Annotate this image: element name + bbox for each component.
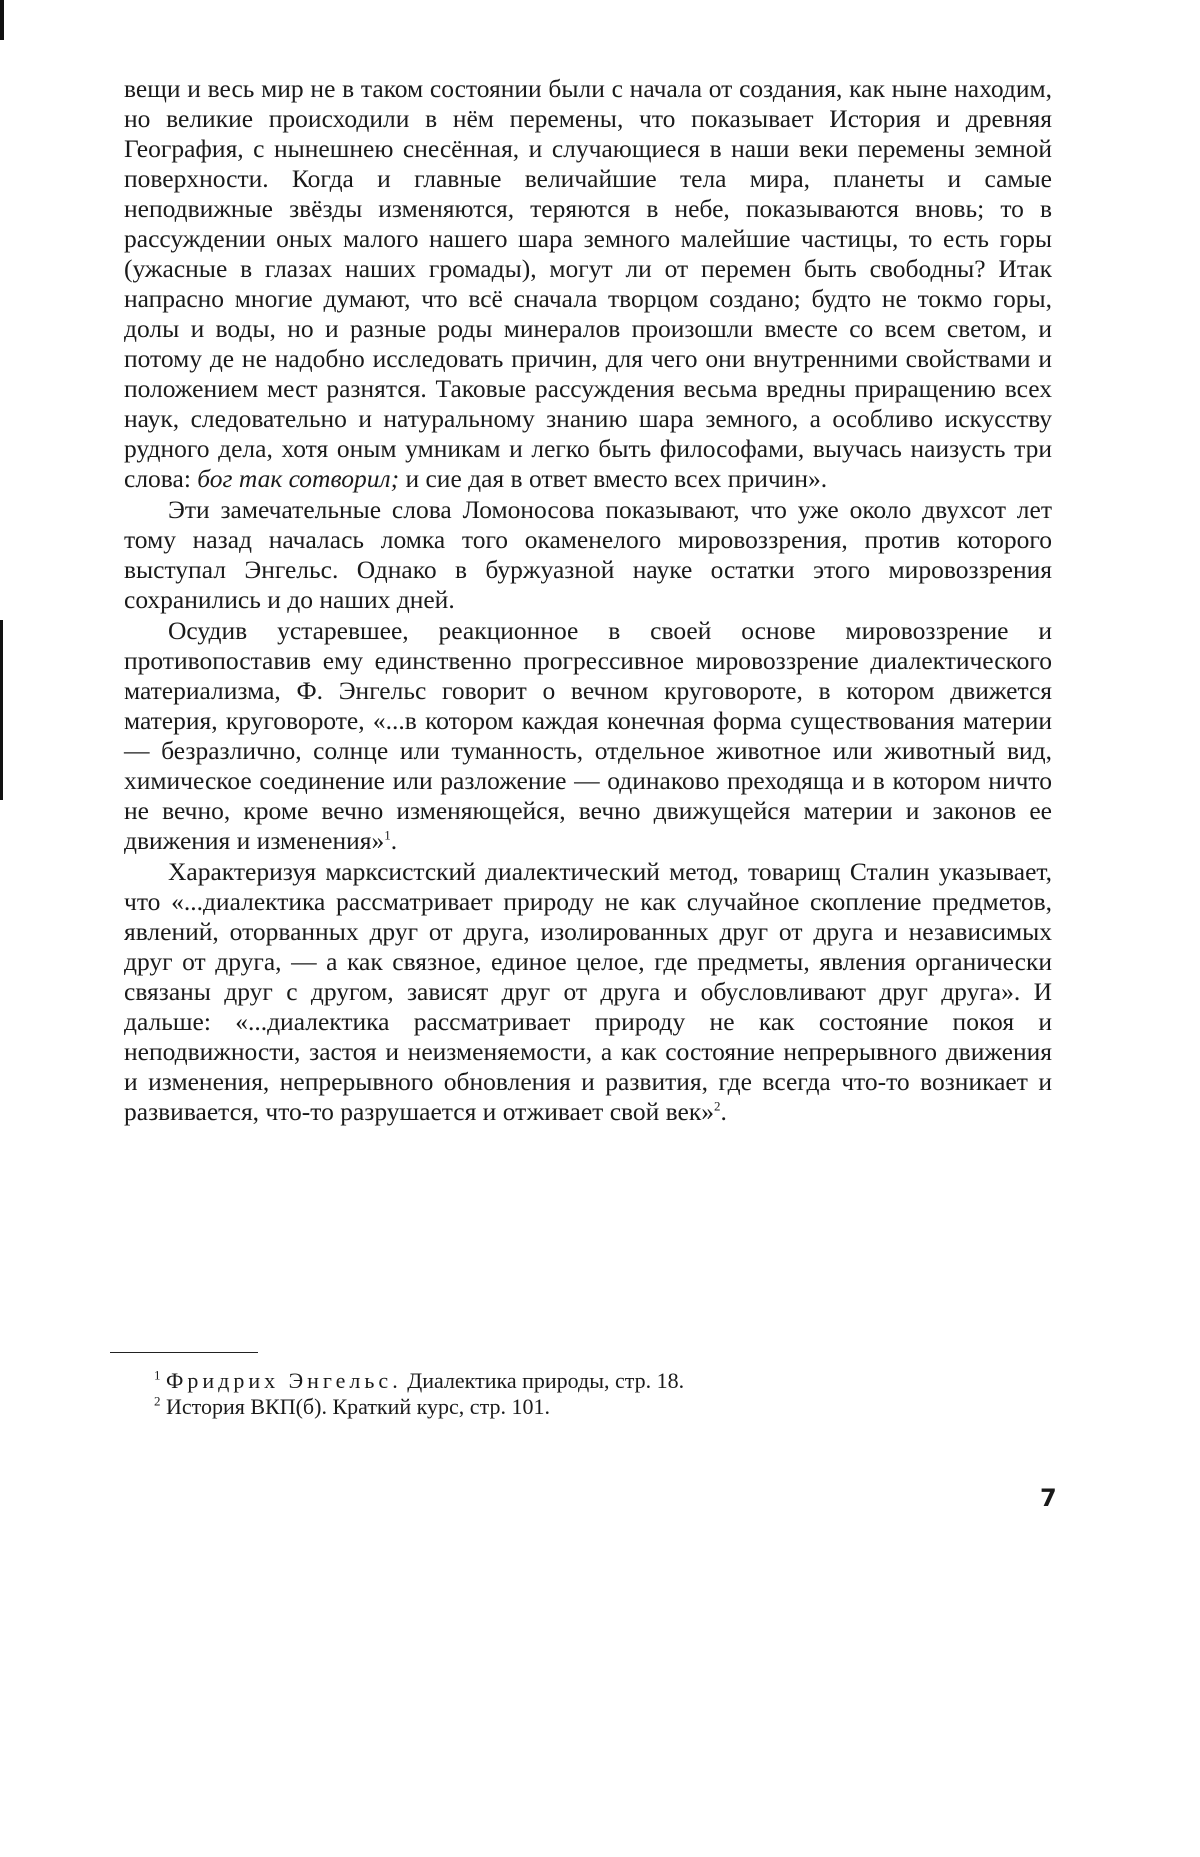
scan-edge-middle <box>0 620 3 800</box>
text-segment: . <box>390 826 398 855</box>
scan-edge-top <box>0 0 4 40</box>
footnote-text: Диалектика природы, стр. 18. <box>401 1368 685 1393</box>
text-segment: и сие дая в ответ вместо всех причин». <box>399 464 828 493</box>
footnote-2 <box>154 1394 1034 1420</box>
footnote-mark: 2 <box>154 1393 161 1409</box>
footnote-text: История ВКП(б). Краткий курс, стр. 101. <box>166 1394 550 1419</box>
footnote-ref: 2 <box>714 1098 721 1114</box>
footnote-author: Фридрих Энгельс. <box>166 1368 402 1393</box>
paragraph <box>124 857 1052 1127</box>
paragraph <box>124 616 1052 856</box>
text-segment: вещи и весь мир не в таком состоянии были с начала от создания, как ныне находим, но великие происходили в нём перемены, что показывает История и древняя География, с нынешнею снесённая, и случающиеся в наши веки перемены земной поверхности. Когда и главные величайшие тела мира, планеты и самые неподвижные звёзды изменяются, теряются в небе, показываются вновь; то в рассуждении оных малого нашего шара земного малейшие частицы, то есть горы (ужасные в глазах наших громады), могут ли от перемен быть свободны? Итак напрасно многие думают, что всё сначала творцом создано; будто не токмо горы, долы и воды, но и разные роды минералов произошли вместе со всем светом, и потому де не надобно исследовать причин, для чего они внутренними свойствами и положением мест разнятся. Таковые рассуждения весьма вредны приращению всех наук, следовательно и натуральному знанию шара земного, а особливо искусству рудного дела, хотя оным умникам и легко быть философами, выучась наизусть три слова: <box>124 74 1052 493</box>
text-segment: Осудив устаревшее, реакционное в своей основе мировоззрение и противопоставив ему единственно прогрессивное мировоззрение диалектического материализма, Ф. Энгельс говорит о вечном круговороте, в котором движется материя, круговороте, «...в котором каждая конечная форма существования материи — безразлично, солнце или туманность, отдельное животное или животный вид, химическое соединение или разложение — одинаково преходяща и в котором ничто не вечно, кроме вечно изменяющейся, вечно движущейся материи и законов ее движения и изменения» <box>124 616 1052 855</box>
footnote-ref: 1 <box>384 827 391 843</box>
footnote-mark: 1 <box>154 1367 161 1383</box>
text-segment: . <box>720 1097 727 1126</box>
emphasis-text: бог так сотворил; <box>197 464 400 493</box>
text-segment: Эти замечательные слова Ломоносова показывают, что уже около двухсот лет тому назад началась ломка того окаменелого мировоззрения, против которого выступал Энгельс. Однако в буржуазной науке остатки этого мировоззрения сохранились и до наших дней. <box>124 495 1052 614</box>
paragraph <box>124 495 1052 615</box>
footnote-separator <box>110 1352 258 1353</box>
footnotes <box>154 1368 1034 1420</box>
page-number: 7 <box>1040 1484 1057 1512</box>
footnote-1 <box>154 1368 1034 1394</box>
text-segment: Характеризуя марксистский диалектический метод, товарищ Сталин указывает, что «...диалектика рассматривает природу не как случайное скопление предметов, явлений, оторванных друг от друга, изолированных друг от друга и независимых друг от друга, — а как связное, единое целое, где предметы, явления органически связаны друг с другом, зависят друг от друга и обусловливают друг друга». И дальше: «...диалектика рассматривает природу не как состояние покоя и неподвижности, застоя и неизменяемости, а как состояние непрерывного движения и изменения, непрерывного обновления и развития, где всегда что-то возникает и развивается, что-то разрушается и отживает свой век» <box>124 857 1052 1126</box>
paragraph <box>124 74 1052 494</box>
body-text <box>124 74 1052 1127</box>
